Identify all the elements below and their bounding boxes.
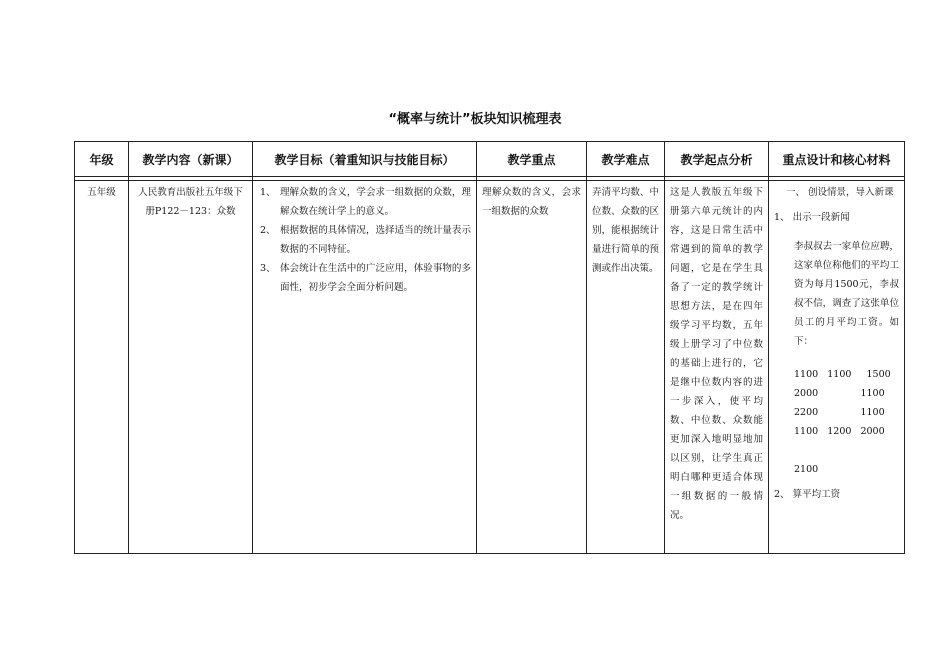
design-cell bbox=[769, 181, 905, 554]
header-starting-analysis: 教学起点分析 bbox=[665, 142, 769, 177]
design-line-intro: 一、 创设情景，导入新课 bbox=[786, 187, 894, 198]
goals-cell bbox=[253, 181, 477, 554]
salary-line: 1100 1200 2000 bbox=[794, 426, 885, 437]
goal-item bbox=[258, 221, 471, 259]
table-row bbox=[75, 181, 905, 554]
header-content: 教学内容（新课） bbox=[129, 142, 253, 177]
salary-line: 1100 1100 1500 bbox=[794, 369, 891, 380]
goal-text: 根据数据的具体情况，选择适当的统计量表示数据的不同特征。 bbox=[280, 225, 471, 255]
knowledge-table bbox=[74, 141, 905, 554]
goal-item bbox=[258, 259, 471, 297]
document-title: “概率与统计”板块知识梳理表 bbox=[388, 112, 562, 127]
salary-list bbox=[774, 365, 899, 479]
header-key-point: 教学重点 bbox=[477, 142, 587, 177]
design-line-news: 1、 出示一段新闻 bbox=[774, 212, 850, 223]
goal-item bbox=[258, 183, 471, 221]
salary-line bbox=[794, 441, 899, 460]
goal-number: 3、 bbox=[260, 263, 276, 274]
content-cell: 人民教育出版社五年级下册P122－123：众数 bbox=[129, 181, 253, 554]
difficulty-cell: 弄清平均数、中位数、众数的区别，能根据统计量进行简单的预测或作出决策。 bbox=[587, 181, 665, 554]
header-difficulty: 教学难点 bbox=[587, 142, 665, 177]
starting-analysis-cell: 这是人教版五年级下册第六单元统计的内容，这是日常生活中常遇到的简单的教学问题，它是在学生具备了一定的教学统计思想方法，是在四年级学习平均数，五年级上册学习了中位数的基础上进行的，它是继中位数内容的进一步深入，使平均数、中位数、众数能更加深入地明显地加以区别，让学生真正明白哪种更适合体现一组数据的一般情况。 bbox=[665, 181, 769, 554]
salary-line: 2200 1100 bbox=[794, 407, 885, 418]
grade-cell: 五年级 bbox=[75, 181, 129, 554]
header-grade: 年级 bbox=[75, 142, 129, 177]
goal-number: 2、 bbox=[260, 225, 276, 236]
design-line-average: 2、 算平均工资 bbox=[774, 489, 841, 500]
goal-number: 1、 bbox=[260, 187, 276, 198]
salary-line: 2000 1100 bbox=[794, 388, 885, 399]
goal-text: 体会统计在生活中的广泛应用，体验事物的多面性，初步学会全面分析问题。 bbox=[280, 263, 471, 293]
header-design: 重点设计和核心材料 bbox=[769, 142, 905, 177]
key-point-cell: 理解众数的含义，会求一组数据的众数 bbox=[477, 181, 587, 554]
goal-text: 理解众数的含义，学会求一组数据的众数，理解众数在统计学上的意义。 bbox=[280, 187, 471, 217]
header-row bbox=[75, 142, 905, 177]
salary-line: 2100 bbox=[794, 464, 819, 475]
design-story: 李叔叔去一家单位应聘，这家单位称他们的平均工资为每月1500元，李叔叔不信，调查了这张单位员工的月平均工资。如下： bbox=[794, 241, 899, 347]
header-goals: 教学目标（着重知识与技能目标） bbox=[253, 142, 477, 177]
